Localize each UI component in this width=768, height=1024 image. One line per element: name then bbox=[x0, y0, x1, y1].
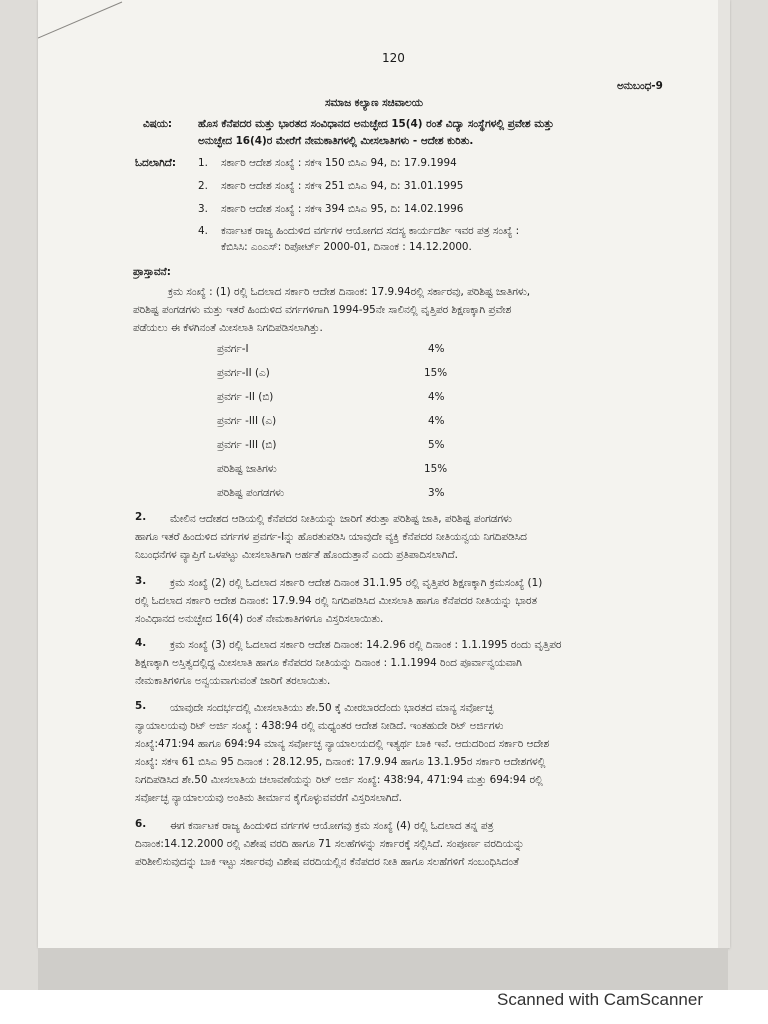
reference-item-4-cont: ಕೆಬಿಸಿಸಿ: ಎಂಎಸ್: ರಿಪೋರ್ಟ್ 2000-01, ದಿನಾಂಕ : 14.12.2000. bbox=[221, 241, 472, 253]
paragraph-number: 2. bbox=[135, 511, 147, 523]
paragraph-line: ಕ್ರಮ ಸಂಖ್ಯೆ : (1) ರಲ್ಲಿ ಓದಲಾದ ಸರ್ಕಾರಿ ಆದೇಶ ದಿನಾಂಕ: 17.9.94ರಲ್ಲಿ ಸರ್ಕಾರವು, ಪರಿಶಿಷ್ಟ ಜಾತಿಗಳು, bbox=[168, 286, 531, 298]
reservation-percent: 5% bbox=[428, 439, 445, 451]
scan-bottom-strip bbox=[38, 948, 728, 990]
paragraph-line: ಸಂಖ್ಯೆ:471:94 ಹಾಗೂ 694:94 ಮಾನ್ಯ ಸರ್ವೋಚ್ಛ ನ್ಯಾಯಾಲಯದಲ್ಲಿ ಇತ್ಯರ್ಥ ಬಾಕಿ ಇವೆ. ಆದುದರಿಂದ ಸರ್ಕಾರಿ ಆದೇಶ bbox=[135, 738, 550, 750]
paragraph-line: ಪಡೆಯಲು ಈ ಕೆಳಗಿನಂತೆ ಮೀಸಲಾತಿ ನಿಗದಿಪಡಿಸಲಾಗಿತ್ತು. bbox=[133, 322, 323, 334]
paragraph-number: 4. bbox=[135, 637, 147, 649]
reference-item-2: ಸರ್ಕಾರಿ ಆದೇಶ ಸಂಖ್ಯೆ : ಸಕಇ 251 ಬಿಸಿಎ 94, ದಿ: 31.01.1995 bbox=[221, 180, 464, 192]
annexure-label: ಅನುಬಂಧ-9 bbox=[617, 80, 663, 92]
paragraph-line: ಪರಿಶೀಲಿಸುವುದನ್ನು ಬಾಕಿ ಇಟ್ಟು ಸರ್ಕಾರವು ವಿಶೇಷ ವರದಿಯಲ್ಲಿನ ಕೆನೆಪದರ ನೀತಿ ಹಾಗೂ ಸಲಹೆಗಳಿಗೆ ಸಂಬಂಧಿಸಿದಂತೆ bbox=[135, 856, 519, 868]
paragraph-line: ರಲ್ಲಿ ಓದಲಾದ ಸರ್ಕಾರಿ ಆದೇಶ ದಿನಾಂಕ: 17.9.94 ರಲ್ಲಿ ನಿಗದಿಪಡಿಸಿದ ಮೀಸಲಾತಿ ಹಾಗೂ ಕೆನೆಪದರ ನೀತಿಯನ್ನು ಭಾರತ bbox=[135, 595, 537, 607]
paragraph-line: ನಿಬಂಧನೆಗಳ ವ್ಯಾಪ್ತಿಗೆ ಒಳಪಟ್ಟು ಮೀಸಲಾತಿಗಾಗಿ ಅರ್ಹತೆ ಹೊಂದುತ್ತಾನೆ ಎಂದು ಪ್ರತಿಪಾದಿಸಲಾಗಿದೆ. bbox=[135, 549, 458, 561]
reservation-percent: 4% bbox=[428, 415, 445, 427]
references-label: ಓದಲಾಗಿದೆ: bbox=[135, 157, 177, 169]
paragraph-number: 6. bbox=[135, 818, 147, 830]
reservation-category: ಪ್ರವರ್ಗ-II (ಎ) bbox=[217, 367, 270, 379]
department-title: ಸಮಾಜ ಕಲ್ಯಾಣ ಸಚಿವಾಲಯ bbox=[325, 97, 423, 109]
reservation-category: ಪ್ರವರ್ಗ -III (ಎ) bbox=[217, 415, 277, 427]
reservation-category: ಪ್ರವರ್ಗ -III (ಬಿ) bbox=[217, 439, 277, 451]
paragraph-line: ಶಿಕ್ಷಣಕ್ಕಾಗಿ ಅಸ್ತಿತ್ವದಲ್ಲಿದ್ದ ಮೀಸಲಾತಿ ಹಾಗೂ ಕೆನೆಪದರ ನೀತಿಯನ್ನು ದಿನಾಂಕ : 1.1.1994 ರಿಂದ ಪೂರ್ವಾನ್ವಯವಾಗಿ bbox=[135, 657, 522, 669]
subject-line-2: ಅನುಚ್ಛೇದ 16(4)ರ ಮೇರೆಗೆ ನೇಮಕಾತಿಗಳಲ್ಲಿ ಮೀಸಲಾತಿಗಳು - ಆದೇಶ ಕುರಿತು. bbox=[198, 135, 474, 147]
paragraph-line: ನೇಮಕಾತಿಗಳಿಗೂ ಅನ್ವಯವಾಗುವಂತೆ ಜಾರಿಗೆ ತರಲಾಯಿತು. bbox=[135, 675, 331, 687]
reservation-category: ಪ್ರವರ್ಗ -II (ಬಿ) bbox=[217, 391, 274, 403]
subject-line-1: ಹೊಸ ಕೆನೆಪದರ ಮತ್ತು ಭಾರತದ ಸಂವಿಧಾನದ ಅನುಚ್ಛೇದ 15(4) ರಂತೆ ವಿದ್ಯಾ ಸಂಸ್ಥೆಗಳಲ್ಲಿ ಪ್ರವೇಶ ಮತ್ತು bbox=[198, 118, 554, 130]
paragraph-6 bbox=[135, 817, 681, 871]
reference-item-4: ಕರ್ನಾಟಕ ರಾಜ್ಯ ಹಿಂದುಳಿದ ವರ್ಗಗಳ ಆಯೋಗದ ಸದಸ್ಯ ಕಾರ್ಯದರ್ಶಿ ಇವರ ಪತ್ರ ಸಂಖ್ಯೆ : bbox=[221, 225, 520, 237]
paragraph-line: ದಿನಾಂಕ:14.12.2000 ರಲ್ಲಿ ವಿಶೇಷ ವರದಿ ಹಾಗೂ 71 ಸಲಹೆಗಳನ್ನು ಸರ್ಕಾರಕ್ಕೆ ಸಲ್ಲಿಸಿದೆ. ಸಂಪೂರ್ಣ ವರದಿಯನ್ನು bbox=[135, 838, 525, 850]
reference-number: 2. bbox=[198, 180, 208, 192]
paragraph-line: ಸರ್ವೋಚ್ಛ ನ್ಯಾಯಾಲಯವು ಅಂತಿಮ ತೀರ್ಮಾನ ಕೈಗೊಳ್ಳುವವರೆಗೆ ವಿಸ್ತರಿಸಲಾಗಿದೆ. bbox=[135, 792, 402, 804]
reservation-category: ಪರಿಶಿಷ್ಟ ಪಂಗಡಗಳು bbox=[217, 487, 285, 499]
reference-item-1: ಸರ್ಕಾರಿ ಆದೇಶ ಸಂಖ್ಯೆ : ಸಕಇ 150 ಬಿಸಿಎ 94, ದಿ: 17.9.1994 bbox=[221, 157, 457, 169]
paragraph-number: 5. bbox=[135, 700, 147, 712]
paragraph-2 bbox=[135, 510, 681, 564]
reservation-percent: 15% bbox=[424, 463, 448, 475]
reservation-percent: 4% bbox=[428, 391, 445, 403]
paragraph-number: 3. bbox=[135, 575, 147, 587]
paragraph-line: ಕ್ರಮ ಸಂಖ್ಯೆ (2) ರಲ್ಲಿ ಓದಲಾದ ಸರ್ಕಾರಿ ಆದೇಶ ದಿನಾಂಕ 31.1.95 ರಲ್ಲಿ ವೃತ್ತಿಪರ ಶಿಕ್ಷಣಕ್ಕಾಗಿ ಕ್ರಮಸಂಖ್ಯೆ (1) bbox=[170, 577, 543, 589]
paragraph-3 bbox=[135, 574, 681, 628]
paragraph-line: ಈಗ ಕರ್ನಾಟಕ ರಾಜ್ಯ ಹಿಂದುಳಿದ ವರ್ಗಗಳ ಆಯೋಗವು ಕ್ರಮ ಸಂಖ್ಯೆ (4) ರಲ್ಲಿ ಓದಲಾದ ತನ್ನ ಪತ್ರ bbox=[170, 820, 494, 832]
paragraph-line: ಕ್ರಮ ಸಂಖ್ಯೆ (3) ರಲ್ಲಿ ಓದಲಾದ ಸರ್ಕಾರಿ ಆದೇಶ ದಿನಾಂಕ: 14.2.96 ರಲ್ಲಿ ದಿನಾಂಕ : 1.1.1995 ರಂದು ವೃತ್ತಿಪರ bbox=[170, 639, 562, 651]
page-edge bbox=[718, 0, 730, 948]
reference-number: 4. bbox=[198, 225, 208, 237]
preamble-label: ಪ್ರಾಸ್ತಾವನೆ: bbox=[133, 266, 171, 278]
paragraph-line: ಯಾವುದೇ ಸಂದರ್ಭದಲ್ಲಿ ಮೀಸಲಾತಿಯು ಶೇ.50 ಕ್ಕೆ ಮೀರಬಾರದೆಂದು ಭಾರತದ ಮಾನ್ಯ ಸರ್ವೋಚ್ಛ bbox=[170, 702, 494, 714]
scanner-watermark: Scanned with CamScanner bbox=[497, 990, 704, 1009]
reservation-percent: 3% bbox=[428, 487, 445, 499]
paragraph-line: ಹಾಗೂ ಇತರೆ ಹಿಂದುಳಿದ ವರ್ಗಗಳ ಪ್ರವರ್ಗ-Iನ್ನು ಹೊರತುಪಡಿಸಿ ಯಾವುದೇ ವ್ಯಕ್ತಿ ಕೆನೆಪದರ ನೀತಿಯನ್ವಯ ನಿಗದಿಪಡಿಸಿದ bbox=[135, 531, 527, 543]
paragraph-line: ಮೇಲಿನ ಆದೇಶದ ಆಡಿಯಲ್ಲಿ ಕೆನೆಪದರ ನೀತಿಯನ್ನು ಜಾರಿಗೆ ತರುತ್ತಾ ಪರಿಶಿಷ್ಟ ಜಾತಿ, ಪರಿಶಿಷ್ಟ ಪಂಗಡಗಳು bbox=[170, 513, 512, 525]
reservation-percent: 4% bbox=[428, 343, 445, 355]
paragraph-5 bbox=[135, 699, 681, 807]
reference-number: 3. bbox=[198, 203, 208, 215]
reservation-percent: 15% bbox=[424, 367, 448, 379]
reservation-category: ಪ್ರವರ್ಗ-I bbox=[217, 343, 249, 355]
paragraph-line: ನಿಗದಿಪಡಿಸಿದ ಶೇ.50 ಮೀಸಲಾತಿಯ ಚಲಾವಣೆಯನ್ನು ರಿಟ್ ಅರ್ಜಿ ಸಂಖ್ಯೆ: 438:94, 471:94 ಮತ್ತು 694:94 ರಲ್ಲಿ bbox=[135, 774, 543, 786]
subject-label: ವಿಷಯ: bbox=[143, 118, 173, 130]
paragraph-1 bbox=[133, 283, 681, 337]
reference-number: 1. bbox=[198, 157, 208, 169]
reference-item-3: ಸರ್ಕಾರಿ ಆದೇಶ ಸಂಖ್ಯೆ : ಸಕಇ 394 ಬಿಸಿಎ 95, ದಿ: 14.02.1996 bbox=[221, 203, 464, 215]
page-number: 120 bbox=[382, 51, 405, 65]
paragraph-line: ಸಂವಿಧಾನದ ಅನುಚ್ಛೇದ 16(4) ರಂತೆ ನೇಮಕಾತಿಗಳಿಗೂ ವಿಸ್ತರಿಸಲಾಯಿತು. bbox=[135, 613, 384, 625]
folded-corner-mark bbox=[38, 0, 128, 70]
paragraph-line: ಪರಿಶಿಷ್ಟ ಪಂಗಡಗಳು ಮತ್ತು ಇತರೆ ಹಿಂದುಳಿದ ವರ್ಗಗಳಿಗಾಗಿ 1994-95ನೇ ಸಾಲಿನಲ್ಲಿ ವೃತ್ತಿಪರ ಶಿಕ್ಷಣಕ್ಕಾಗಿ ಪ್ರವೇಶ bbox=[133, 304, 512, 316]
paragraph-4 bbox=[135, 636, 681, 690]
reservation-category: ಪರಿಶಿಷ್ಟ ಜಾತಿಗಳು bbox=[217, 463, 277, 475]
paragraph-line: ಸಂಖ್ಯೆ: ಸಕಇ 61 ಬಿಸಿಎ 95 ದಿನಾಂಕ : 28.12.95, ದಿನಾಂಕ: 17.9.94 ಹಾಗೂ 13.1.95ರ ಸರ್ಕಾರಿ ಆದೇಶಗಳಲ್ಲಿ bbox=[135, 756, 546, 768]
paragraph-line: ನ್ಯಾಯಾಲಯವು ರಿಟ್ ಅರ್ಜಿ ಸಂಖ್ಯೆ : 438:94 ರಲ್ಲಿ ಮಧ್ಯಂತರ ಆದೇಶ ನೀಡಿದೆ. ಇಂತಹುದೇ ರಿಟ್ ಅರ್ಜಿಗಳು bbox=[135, 720, 504, 732]
